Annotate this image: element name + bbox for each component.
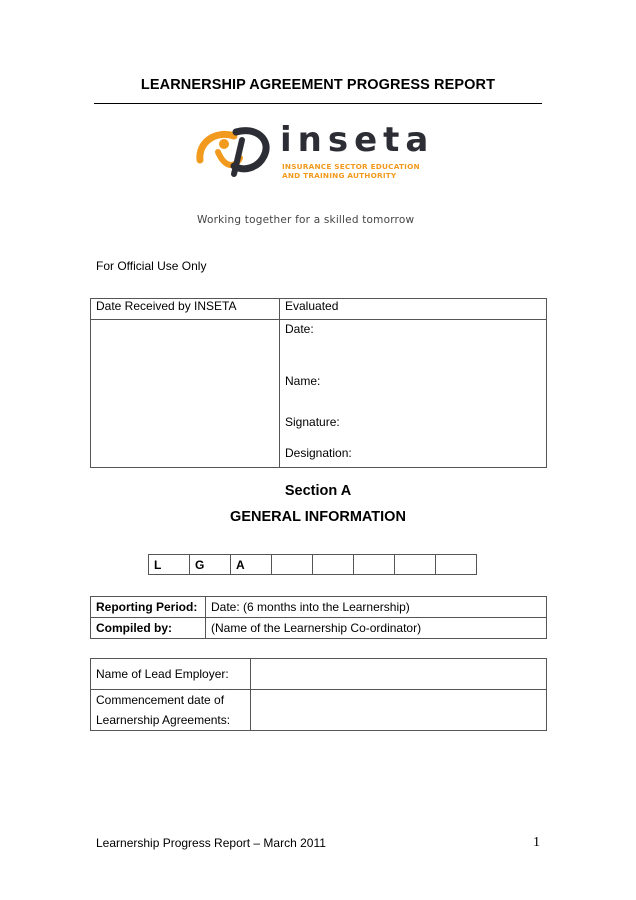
compiled-by-label: Compiled by: (91, 618, 206, 639)
logo-subtitle-line1: INSURANCE SECTOR EDUCATION (282, 162, 420, 171)
official-use-label: For Official Use Only (96, 259, 207, 273)
section-title: Section A (284, 483, 352, 499)
code-box[interactable] (313, 555, 354, 575)
commencement-date-value[interactable] (251, 690, 547, 731)
code-box[interactable]: A (231, 555, 272, 575)
document-title: LEARNERSHIP AGREEMENT PROGRESS REPORT (140, 77, 496, 93)
code-box[interactable] (272, 555, 313, 575)
lead-employer-label: Name of Lead Employer: (91, 659, 251, 690)
eval-signature-label: Signature: (285, 415, 340, 429)
evaluated-header: Evaluated (280, 299, 547, 320)
title-divider (94, 103, 542, 104)
logo-subtitle-line2: AND TRAINING AUTHORITY (282, 171, 397, 180)
footer-text: Learnership Progress Report – March 2011 (96, 836, 326, 850)
page-number: 1 (533, 835, 540, 850)
eval-designation-label: Designation: (285, 446, 352, 460)
reporting-period-label: Reporting Period: (91, 597, 206, 618)
date-received-header: Date Received by INSETA (91, 299, 280, 320)
logo-tagline: Working together for a skilled tomorrow (197, 214, 415, 226)
lead-employer-value[interactable] (251, 659, 547, 690)
inseta-wordmark: inseta (280, 120, 435, 160)
commencement-date-label (91, 690, 251, 731)
reporting-period-value[interactable]: Date: (6 months into the Learnership) (206, 597, 547, 618)
employer-table (90, 658, 547, 731)
code-box[interactable]: L (149, 555, 190, 575)
eval-date-label: Date: (285, 322, 314, 336)
commencement-label-line2: Learnership Agreements: (96, 713, 231, 727)
report-info-table (90, 596, 547, 639)
eval-name-label: Name: (285, 374, 321, 388)
code-box[interactable] (395, 555, 436, 575)
code-box[interactable] (354, 555, 395, 575)
section-subtitle: GENERAL INFORMATION (230, 509, 406, 525)
inseta-emblem-icon (194, 122, 278, 182)
code-box[interactable]: G (190, 555, 231, 575)
commencement-label-line1: Commencement date of (96, 693, 225, 707)
code-box[interactable] (436, 555, 477, 575)
date-received-cell[interactable] (91, 320, 280, 468)
compiled-by-value[interactable]: (Name of the Learnership Co-ordinator) (206, 618, 547, 639)
official-use-table (90, 298, 547, 468)
lga-code-boxes (148, 554, 477, 575)
evaluation-fields[interactable] (280, 320, 547, 468)
